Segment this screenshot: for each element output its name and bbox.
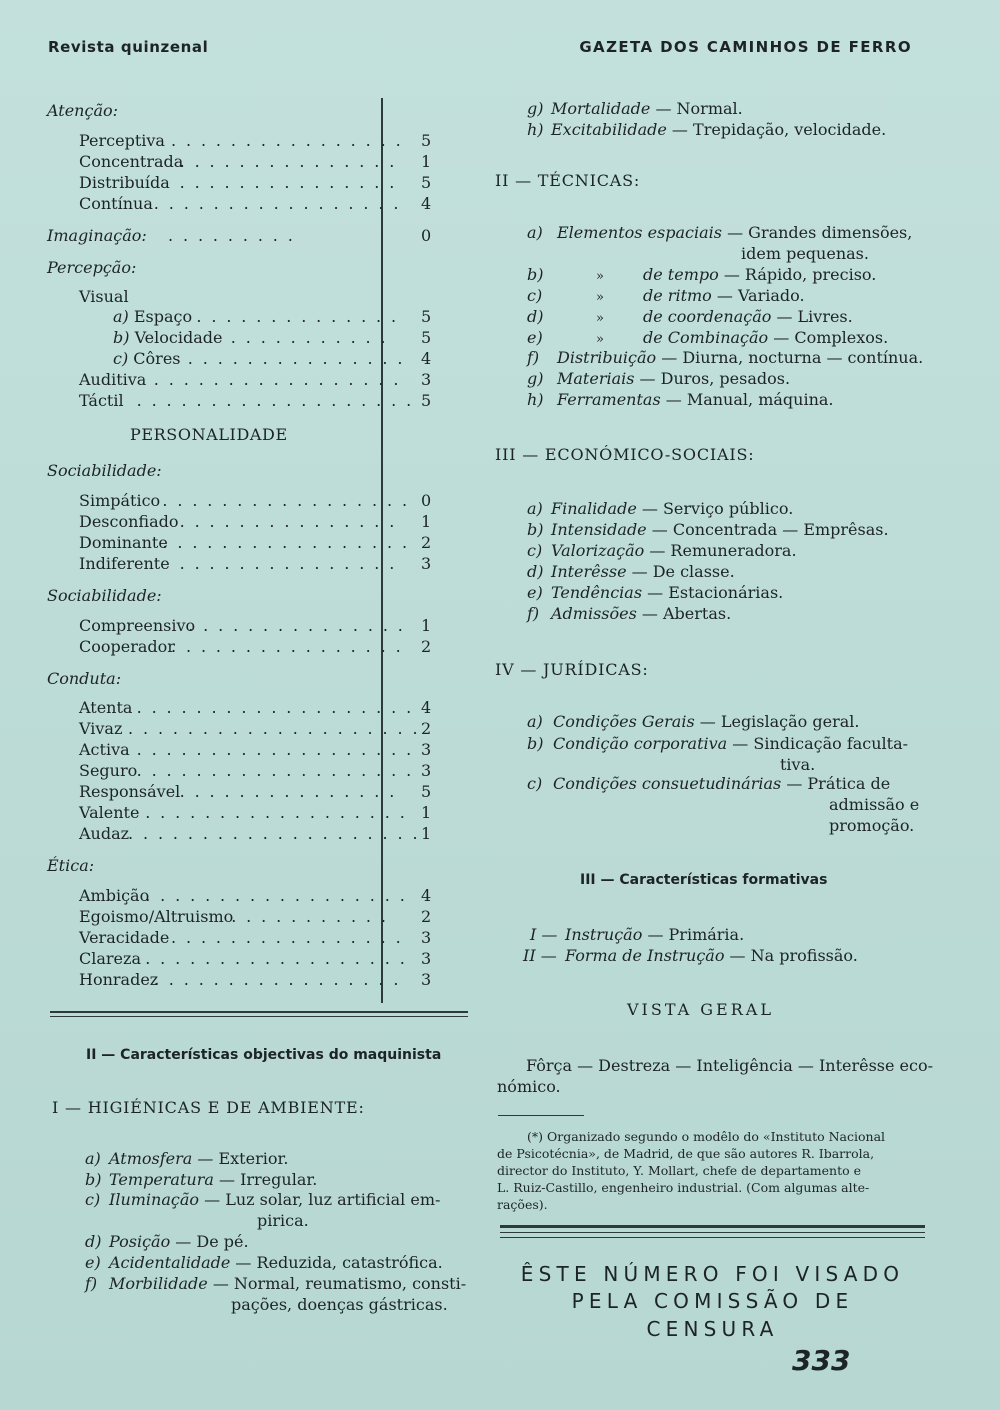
item-text: — Manual, máquina. bbox=[660, 390, 834, 409]
table-group-heading: Sociabilidade: bbox=[47, 461, 162, 480]
table-row-text: Velocidade bbox=[129, 328, 223, 347]
page-number: 333 bbox=[792, 1344, 851, 1377]
ditto-mark: » bbox=[596, 311, 604, 326]
item-text: — De pé. bbox=[170, 1232, 249, 1251]
item-continuation: pações, doenças gástricas. bbox=[231, 1295, 448, 1314]
item-key: c) bbox=[527, 286, 543, 305]
item-text: — Remuneradora. bbox=[644, 541, 797, 560]
table-dots: . . . . . . . . . . . . . . . bbox=[179, 512, 397, 531]
item-continuation: idem pequenas. bbox=[741, 244, 869, 263]
table-row-label bbox=[113, 348, 181, 369]
censura-rule-thin-2 bbox=[500, 1237, 925, 1238]
table-row-label: Atenta bbox=[79, 698, 133, 717]
item-term: Instrução bbox=[565, 925, 643, 944]
table-value: 3 bbox=[421, 761, 432, 780]
footnote-line5: rações). bbox=[497, 1197, 548, 1212]
table-dots: . . . . . . . . . . . bbox=[231, 907, 389, 926]
table-value: 3 bbox=[421, 970, 432, 989]
juridicas-heading: IV — JURÍDICAS: bbox=[495, 660, 649, 679]
censura-line1: ÊSTE NÚMERO FOI VISADO bbox=[520, 1262, 905, 1286]
table-row-label: Perceptiva bbox=[79, 131, 165, 150]
table-value: 3 bbox=[421, 928, 432, 947]
item-continuation: pirica. bbox=[257, 1211, 309, 1230]
list-item bbox=[527, 389, 834, 410]
table-dots: . . . . . . . . . . . . . . . . . . . . bbox=[128, 824, 420, 843]
table-value: 0 bbox=[421, 226, 432, 245]
table-value: 4 bbox=[421, 698, 432, 717]
header-right: GAZETA DOS CAMINHOS DE FERRO bbox=[579, 38, 912, 56]
table-row-label: Clareza bbox=[79, 949, 141, 968]
item-key: f) bbox=[527, 604, 540, 623]
vista-line1: Fôrça — Destreza — Inteligência — Interêsse eco- bbox=[526, 1056, 934, 1075]
table-row-key: b) bbox=[113, 328, 130, 347]
list-item bbox=[85, 1148, 288, 1169]
list-item bbox=[527, 498, 793, 519]
table-value: 2 bbox=[421, 637, 432, 656]
table-row-label: Cooperador bbox=[79, 637, 175, 656]
table-row-label: Seguro bbox=[79, 761, 138, 780]
table-row-label: Activa bbox=[79, 740, 130, 759]
censura-rule-thick bbox=[500, 1225, 925, 1228]
table-row-label: Egoismo/Altruismo bbox=[79, 907, 234, 926]
vista-line2: nómico. bbox=[497, 1077, 561, 1096]
higienicas-heading: I — HIGIÉNICAS E DE AMBIENTE: bbox=[52, 1098, 365, 1117]
item-term: Materiais bbox=[557, 369, 635, 388]
item-term: Condições Gerais bbox=[553, 712, 695, 731]
table-value: 0 bbox=[421, 491, 432, 510]
list-item bbox=[527, 347, 923, 368]
economico-heading: III — ECONÓMICO-SOCIAIS: bbox=[495, 445, 755, 464]
objectivas-title: II — Características objectivas do maquinista bbox=[86, 1047, 442, 1063]
item-text: — Concentrada — Emprêsas. bbox=[646, 520, 889, 539]
item-term: Excitabilidade bbox=[551, 120, 667, 139]
table-dots: . . . . . . . . . . . . . . . . bbox=[171, 928, 404, 947]
item-text: — Serviço público. bbox=[636, 499, 794, 518]
table-row-key: c) bbox=[113, 349, 129, 368]
table-group-heading: Imaginação: bbox=[47, 226, 147, 245]
table-bottom-rule bbox=[50, 1011, 468, 1013]
footnote-line3: director do Instituto, Y. Mollart, chefe de departamento e bbox=[497, 1163, 862, 1178]
list-item bbox=[527, 306, 853, 329]
table-subheading: Visual bbox=[79, 287, 129, 306]
table-value: 5 bbox=[421, 391, 432, 410]
item-key: b) bbox=[85, 1170, 102, 1189]
item-term: Forma de Instrução bbox=[565, 946, 725, 965]
table-dots: . . . . . . . . . . . . . . . . . . . . bbox=[128, 719, 420, 738]
item-continuation: tiva. bbox=[780, 755, 816, 774]
list-item bbox=[527, 561, 735, 582]
item-term: Finalidade bbox=[551, 499, 637, 518]
table-row-label: Distribuída bbox=[79, 173, 170, 192]
item-key: a) bbox=[527, 223, 543, 242]
table-dots: . . . . . . . . . . . . . . . bbox=[188, 616, 406, 635]
list-item bbox=[527, 711, 859, 732]
item-text: — Duros, pesados. bbox=[634, 369, 791, 388]
table-value: 2 bbox=[421, 719, 432, 738]
table-value: 1 bbox=[421, 824, 432, 843]
item-term: Acidentalidade bbox=[109, 1253, 231, 1272]
item-key: e) bbox=[527, 583, 543, 602]
table-dots: . . . . . . . . . . . . . . . . . bbox=[153, 194, 401, 213]
table-value: 5 bbox=[421, 782, 432, 801]
list-item bbox=[527, 98, 743, 119]
list-item bbox=[527, 264, 876, 287]
table-dots: . . . . . . . . . . . . . . . . . . bbox=[145, 886, 408, 905]
table-dots: . . . . . . . . . . . . . . . . . bbox=[162, 533, 410, 552]
item-text: — Legislação geral. bbox=[694, 712, 860, 731]
table-dots: . . . . . . . . . . . bbox=[230, 328, 389, 347]
item-term: Elementos espaciais bbox=[557, 223, 722, 242]
table-dots: . . . . . . . . . bbox=[168, 226, 296, 245]
table-value: 3 bbox=[421, 740, 432, 759]
item-key: g) bbox=[527, 99, 544, 118]
item-term: Distribuição bbox=[557, 348, 657, 367]
table-value: 1 bbox=[421, 803, 432, 822]
list-item bbox=[527, 519, 889, 540]
table-dots: . . . . . . . . . . . . . . . bbox=[179, 152, 397, 171]
item-term: Mortalidade bbox=[551, 99, 651, 118]
table-row-label bbox=[113, 306, 192, 327]
item-term: Temperatura bbox=[109, 1170, 214, 1189]
table-value: 3 bbox=[421, 370, 432, 389]
footnote-line4: L. Ruiz-Castillo, engenheiro industrial. (Com algumas alte- bbox=[497, 1180, 870, 1195]
list-item bbox=[527, 603, 731, 624]
item-term: Tendências bbox=[551, 583, 643, 602]
list-item bbox=[527, 773, 890, 794]
personalidade-title: PERSONALIDADE bbox=[130, 425, 288, 444]
item-text: — Variado. bbox=[711, 286, 805, 305]
item-text: — Grandes dimensões, bbox=[721, 223, 913, 242]
table-dots: . . . . . . . . . . . . . . . . . bbox=[153, 970, 401, 989]
list-item bbox=[527, 119, 886, 140]
table-row-label: Auditiva bbox=[79, 370, 147, 389]
table-dots: . . . . . . . . . . . . . . . . . . . bbox=[136, 761, 414, 780]
table-dots: . . . . . . . . . . . . . . . . . . . bbox=[136, 698, 414, 717]
list-item bbox=[85, 1189, 440, 1210]
table-value: 5 bbox=[421, 131, 432, 150]
table-value: 5 bbox=[421, 307, 432, 326]
table-row-label: Táctil bbox=[79, 391, 124, 410]
table-value: 3 bbox=[421, 949, 432, 968]
item-term: de ritmo bbox=[643, 286, 712, 305]
item-key: e) bbox=[85, 1253, 101, 1272]
item-key: b) bbox=[527, 734, 544, 753]
table-dots: . . . . . . . . . . . . . . . . bbox=[171, 637, 404, 656]
list-item bbox=[85, 1231, 249, 1252]
item-key: d) bbox=[85, 1232, 102, 1251]
item-text: — Luz solar, luz artificial em- bbox=[199, 1190, 441, 1209]
table-row-label: Simpático bbox=[79, 491, 161, 510]
item-term: Ferramentas bbox=[557, 390, 661, 409]
list-item bbox=[85, 1252, 443, 1273]
table-row-label: Contínua bbox=[79, 194, 153, 213]
item-text: — Livres. bbox=[771, 307, 853, 326]
item-term: de Combinação bbox=[643, 328, 769, 347]
table-dots: . . . . . . . . . . . . . . . bbox=[179, 173, 397, 192]
table-dots: . . . . . . . . . . . . . . . bbox=[187, 349, 405, 368]
table-value: 2 bbox=[421, 907, 432, 926]
censura-line2: PELA COMISSÃO DE CENSURA bbox=[571, 1289, 854, 1341]
item-term: Iluminação bbox=[109, 1190, 200, 1209]
table-dots: . . . . . . . . . . . . . . . . . bbox=[153, 370, 401, 389]
item-text: — Complexos. bbox=[768, 328, 889, 347]
footnote-line1: (*) Organizado segundo o modêlo do «Instituto Nacional bbox=[527, 1129, 886, 1144]
item-term: Interêsse bbox=[551, 562, 627, 581]
table-dots: . . . . . . . . . . . . . . . bbox=[179, 782, 397, 801]
ditto-mark: » bbox=[596, 269, 604, 284]
item-key: b) bbox=[527, 265, 544, 284]
item-text: — Trepidação, velocidade. bbox=[666, 120, 887, 139]
item-key: I — bbox=[530, 925, 558, 944]
list-item bbox=[527, 222, 912, 243]
item-text: — Irregular. bbox=[213, 1170, 318, 1189]
item-text: — Estacionárias. bbox=[642, 583, 784, 602]
item-text: — Prática de bbox=[781, 774, 891, 793]
item-key: c) bbox=[85, 1190, 101, 1209]
item-key: a) bbox=[527, 712, 543, 731]
item-text: — Sindicação faculta- bbox=[727, 734, 909, 753]
item-term: de coordenação bbox=[643, 307, 772, 326]
table-value: 4 bbox=[421, 349, 432, 368]
item-text: — Rápido, preciso. bbox=[718, 265, 877, 284]
table-dots: . . . . . . . . . . . . . . . . . . bbox=[145, 949, 408, 968]
ditto-mark: » bbox=[596, 290, 604, 305]
item-text: — Exterior. bbox=[192, 1149, 289, 1168]
table-row-label: Audaz bbox=[79, 824, 130, 843]
item-key: g) bbox=[527, 369, 544, 388]
table-bottom-rule-thin bbox=[50, 1016, 468, 1017]
item-term: Morbilidade bbox=[109, 1274, 208, 1293]
item-term: Valorização bbox=[551, 541, 645, 560]
list-item bbox=[527, 285, 805, 308]
table-value: 3 bbox=[421, 554, 432, 573]
item-term: Condições consuetudinárias bbox=[553, 774, 782, 793]
item-key: c) bbox=[527, 541, 543, 560]
formativas-title: III — Características formativas bbox=[580, 872, 828, 888]
table-row-label: Concentrada bbox=[79, 152, 184, 171]
table-value: 1 bbox=[421, 512, 432, 531]
table-row-label: Honradez bbox=[79, 970, 159, 989]
list-item bbox=[85, 1169, 317, 1190]
table-value: 4 bbox=[421, 194, 432, 213]
list-item bbox=[527, 733, 908, 754]
item-text: — Diurna, nocturna — contínua. bbox=[656, 348, 924, 367]
table-dots: . . . . . . . . . . . . . . . . . . . bbox=[136, 391, 414, 410]
list-item bbox=[530, 924, 744, 945]
table-group-heading: Percepção: bbox=[47, 258, 137, 277]
table-row-label bbox=[113, 327, 222, 348]
table-row-label: Vivaz bbox=[79, 719, 123, 738]
item-key: a) bbox=[527, 499, 543, 518]
table-group-heading: Atenção: bbox=[47, 101, 118, 120]
table-group-heading: Ética: bbox=[47, 856, 95, 875]
table-row-label: Responsável bbox=[79, 782, 181, 801]
item-key: f) bbox=[85, 1274, 98, 1293]
item-continuation: admissão e bbox=[829, 795, 920, 814]
item-text: — Abertas. bbox=[636, 604, 732, 623]
item-key: II — bbox=[523, 946, 557, 965]
item-key: h) bbox=[527, 120, 544, 139]
header-left: Revista quinzenal bbox=[48, 38, 209, 56]
table-row-label: Veracidade bbox=[79, 928, 170, 947]
list-item bbox=[527, 368, 790, 389]
list-item bbox=[527, 540, 797, 561]
table-value: 4 bbox=[421, 886, 432, 905]
table-value: 2 bbox=[421, 533, 432, 552]
table-value: 1 bbox=[421, 152, 432, 171]
item-text: — Normal. bbox=[650, 99, 743, 118]
table-dots: . . . . . . . . . . . . . . . . . . bbox=[145, 803, 408, 822]
table-row-label: Desconfiado bbox=[79, 512, 179, 531]
table-dots: . . . . . . . . . . . . . . . . . . . bbox=[136, 740, 414, 759]
table-group-heading: Sociabilidade: bbox=[47, 586, 162, 605]
item-term: Condição corporativa bbox=[553, 734, 728, 753]
table-group-heading: Conduta: bbox=[47, 669, 122, 688]
list-item bbox=[523, 945, 858, 966]
item-text: — Normal, reumatismo, consti- bbox=[207, 1274, 467, 1293]
table-row-label: Dominante bbox=[79, 533, 168, 552]
item-key: b) bbox=[527, 520, 544, 539]
item-key: f) bbox=[527, 348, 540, 367]
item-key: d) bbox=[527, 562, 544, 581]
footnote-rule bbox=[498, 1115, 584, 1116]
list-item bbox=[85, 1273, 466, 1294]
table-row-key: a) bbox=[113, 307, 129, 326]
item-term: Posição bbox=[109, 1232, 171, 1251]
table-row-text: Espaço bbox=[128, 307, 193, 326]
table-row-label: Ambição bbox=[79, 886, 150, 905]
tecnicas-heading: II — TÉCNICAS: bbox=[495, 171, 641, 190]
item-text: — Primária. bbox=[642, 925, 745, 944]
item-key: h) bbox=[527, 390, 544, 409]
table-row-label: Compreensivo bbox=[79, 616, 196, 635]
item-key: e) bbox=[527, 328, 543, 347]
table-dots: . . . . . . . . . . . . . . bbox=[196, 307, 399, 326]
table-value: 1 bbox=[421, 616, 432, 635]
table-dots: . . . . . . . . . . . . . . . . bbox=[171, 131, 404, 150]
table-row-label: Indiferente bbox=[79, 554, 170, 573]
table-value: 5 bbox=[421, 328, 432, 347]
ditto-mark: » bbox=[596, 332, 604, 347]
item-term: Admissões bbox=[551, 604, 637, 623]
item-text: — Reduzida, catastrófica. bbox=[230, 1253, 443, 1272]
item-key: d) bbox=[527, 307, 544, 326]
footnote-line2: de Psicotécnia», de Madrid, de que são autores R. Ibarrola, bbox=[497, 1146, 875, 1161]
table-dots: . . . . . . . . . . . . . . . . . bbox=[162, 491, 410, 510]
censura-rule-thin bbox=[500, 1232, 925, 1233]
item-text: — Na profissão. bbox=[724, 946, 858, 965]
item-key: a) bbox=[85, 1149, 101, 1168]
vista-title: VISTA GERAL bbox=[627, 1000, 774, 1019]
table-value: 5 bbox=[421, 173, 432, 192]
item-term: de tempo bbox=[643, 265, 719, 284]
table-row-text: Côres bbox=[128, 349, 181, 368]
table-dots: . . . . . . . . . . . . . . . bbox=[179, 554, 397, 573]
list-item bbox=[527, 582, 783, 603]
table-row-label: Valente bbox=[79, 803, 140, 822]
item-key: c) bbox=[527, 774, 543, 793]
item-term: Atmosfera bbox=[109, 1149, 193, 1168]
item-continuation: promoção. bbox=[829, 816, 915, 835]
item-term: Intensidade bbox=[551, 520, 647, 539]
item-text: — De classe. bbox=[626, 562, 735, 581]
